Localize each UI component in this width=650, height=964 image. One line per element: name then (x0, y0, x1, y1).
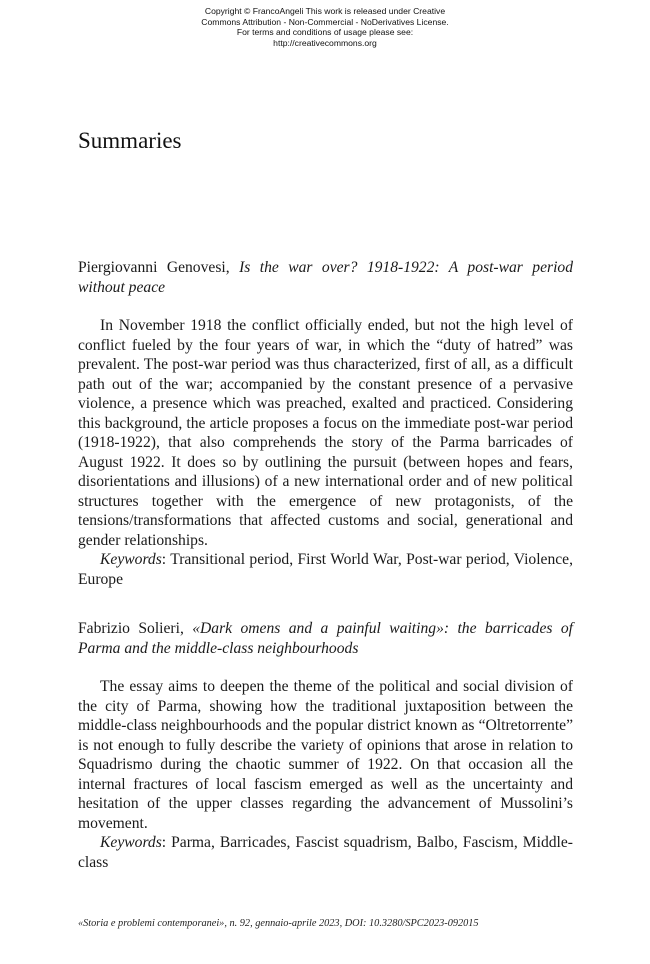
keywords-list: : Parma, Barricades, Fascist squadrism, Balbo, Fascism, Middle-class (78, 834, 573, 871)
copyright-line: For terms and conditions of usage please see: (236, 27, 414, 38)
article-title: Is the war over? 1918-1922: A post-war period without peace (78, 259, 573, 296)
journal-citation-footer: «Storia e problemi contemporanei», n. 92, gennaio-aprile 2023, DOI: 10.3280/SPC2023-092015 (78, 918, 479, 929)
article-abstract: In November 1918 the conflict officially ended, but not the high level of conflict fueled by the four years of war, in which the “duty of hatred” was prevalent. The post-war period was thus characterized, first of all, as a difficult path out of the war; accompanied by the constant presence of a pervasive violence, a presence which was preached, exalted and practiced. Considering this background, the article proposes a focus on the immediate post-war period (1918-1922), that also comprehends the story of the Parma barricades of August 1922. It does so by outlining the pursuit (between hopes and fears, disorientations and illusions) of a new international order and of new political structures together with the emergence of new protagonists, of the tensions/transformations that affected customs and social, generational and gender relationships. (78, 317, 573, 549)
article-summary (78, 258, 573, 589)
keywords-label: Keywords (100, 834, 162, 851)
section-title: Summaries (78, 128, 182, 153)
article-author: Piergiovanni Genovesi, (78, 259, 230, 276)
copyright-notice (0, 6, 650, 48)
article-title: «Dark omens and a painful waiting»: the barricades of Parma and the middle-class neighbourhoods (78, 620, 573, 657)
copyright-line: Commons Attribution - Non-Commercial - NoDerivatives License. (201, 16, 449, 27)
article-abstract: The essay aims to deepen the theme of the political and social division of the city of Parma, showing how the traditional juxtaposition between the middle-class neighbourhoods and the popular district known as “Oltretorrente” is not enough to fully describe the variety of opinions that arose in relation to Squadrismo during the chaotic summer of 1922. On that occasion all the internal fractures of local fascism emerged as well as the uncertainty and hesitation of the upper classes regarding the advancement of Mussolini’s movement. (78, 678, 573, 832)
article-heading (78, 258, 573, 297)
copyright-line: Copyright © FrancoAngeli This work is released under Creative (204, 6, 446, 16)
copyright-link[interactable]: http://creativecommons.org (273, 37, 377, 48)
article-summary (78, 619, 573, 872)
keywords-label: Keywords (100, 551, 162, 568)
article-author: Fabrizio Solieri, (78, 620, 184, 637)
keywords-list: : Transitional period, First World War, Post-war period, Violence, Europe (78, 551, 573, 588)
article-keywords (78, 550, 573, 589)
article-keywords (78, 833, 573, 872)
article-heading (78, 619, 573, 658)
